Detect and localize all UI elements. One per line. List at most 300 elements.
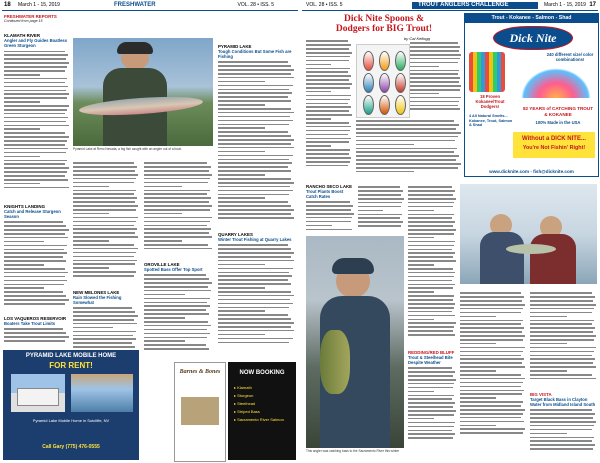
bones-ad-photo bbox=[181, 397, 219, 425]
text-line bbox=[306, 106, 351, 108]
text-line bbox=[218, 100, 291, 102]
text-line bbox=[73, 213, 109, 215]
quarry-heading: QUARRY LAKES bbox=[218, 232, 253, 237]
text-line bbox=[306, 205, 353, 207]
text-line bbox=[4, 136, 69, 138]
text-line bbox=[73, 307, 132, 309]
text-line bbox=[73, 331, 136, 333]
text-line bbox=[356, 132, 461, 134]
text-line bbox=[408, 391, 434, 393]
text-line bbox=[218, 147, 294, 149]
text-line bbox=[73, 170, 135, 172]
article-column-2 bbox=[410, 40, 462, 112]
text-line bbox=[218, 287, 265, 289]
oroville-subheading: Spotted Bass Offer Top Sport bbox=[144, 267, 203, 272]
text-line bbox=[408, 295, 454, 297]
text-line bbox=[144, 193, 207, 195]
text-line bbox=[306, 110, 349, 112]
text-line bbox=[306, 126, 351, 128]
text-line bbox=[410, 73, 458, 75]
text-line bbox=[218, 268, 293, 270]
text-line bbox=[460, 366, 525, 368]
text-line bbox=[4, 175, 65, 177]
bullet-icon: ▸ bbox=[234, 393, 238, 398]
text-line bbox=[408, 299, 453, 301]
text-line bbox=[408, 194, 453, 196]
text-line bbox=[460, 296, 524, 298]
text-line bbox=[408, 410, 456, 412]
text-line bbox=[218, 213, 291, 215]
text-line bbox=[218, 77, 294, 79]
text-line bbox=[144, 340, 185, 342]
text-line bbox=[73, 342, 132, 344]
text-line bbox=[410, 85, 461, 87]
left-column-4 bbox=[218, 44, 296, 221]
text-line bbox=[144, 217, 212, 219]
text-line bbox=[530, 429, 592, 431]
text-line bbox=[460, 382, 523, 384]
knights-subheading: Catch and Release Sturgeon Season bbox=[4, 209, 61, 219]
text-line bbox=[356, 148, 457, 150]
text-line bbox=[4, 90, 66, 92]
text-line bbox=[218, 143, 291, 145]
text-line bbox=[356, 136, 458, 138]
text-line bbox=[460, 374, 521, 376]
text-line bbox=[4, 93, 69, 95]
text-line bbox=[144, 244, 208, 246]
text-line bbox=[73, 186, 109, 188]
left-column-1c-body bbox=[4, 328, 70, 341]
text-line bbox=[410, 77, 460, 79]
text-line bbox=[4, 328, 63, 330]
text-line bbox=[408, 233, 454, 235]
text-line bbox=[530, 433, 567, 435]
text-line bbox=[358, 194, 401, 196]
left-column-1c bbox=[4, 316, 70, 344]
rancho-column-1 bbox=[306, 184, 354, 232]
spoon-lure bbox=[363, 95, 374, 115]
text-line bbox=[306, 134, 348, 136]
text-line bbox=[144, 190, 210, 192]
text-line bbox=[144, 290, 211, 292]
text-line bbox=[144, 166, 211, 168]
text-line bbox=[460, 393, 522, 395]
text-line bbox=[4, 268, 65, 270]
text-line bbox=[144, 236, 212, 238]
text-line bbox=[144, 174, 212, 176]
text-line bbox=[306, 221, 351, 223]
text-line bbox=[218, 252, 294, 254]
text-line bbox=[4, 260, 66, 262]
text-line bbox=[408, 383, 454, 385]
text-line bbox=[4, 54, 68, 56]
ad-website[interactable]: www.dicknite.com - fish@dicknite.com bbox=[489, 169, 574, 174]
text-line bbox=[4, 287, 44, 289]
text-line bbox=[4, 128, 40, 130]
text-line bbox=[530, 374, 592, 376]
text-line bbox=[218, 190, 293, 192]
text-line bbox=[530, 347, 596, 349]
text-line bbox=[218, 248, 291, 250]
text-line bbox=[530, 300, 593, 302]
text-line bbox=[408, 379, 456, 381]
text-line bbox=[460, 355, 521, 357]
text-line bbox=[358, 206, 401, 208]
bullet-icon: ▸ bbox=[234, 401, 238, 406]
text-line bbox=[144, 178, 210, 180]
text-line bbox=[460, 320, 523, 322]
pyramid-mobile-home-ad[interactable] bbox=[3, 350, 139, 460]
text-line bbox=[408, 315, 455, 317]
text-line bbox=[306, 114, 352, 116]
spoon-lure bbox=[395, 95, 406, 115]
text-line bbox=[460, 323, 521, 325]
text-line bbox=[356, 155, 459, 157]
text-line bbox=[218, 338, 293, 340]
text-line bbox=[218, 260, 294, 262]
text-line bbox=[408, 268, 453, 270]
text-line bbox=[144, 348, 209, 350]
dick-nite-ad[interactable] bbox=[464, 13, 599, 177]
big-vista-column bbox=[530, 392, 597, 452]
text-line bbox=[306, 225, 332, 227]
text-line bbox=[356, 128, 456, 130]
text-line bbox=[4, 229, 69, 231]
text-line bbox=[4, 221, 63, 223]
text-line bbox=[73, 205, 138, 207]
text-line bbox=[410, 42, 458, 44]
text-line bbox=[218, 310, 265, 312]
text-line bbox=[530, 355, 592, 357]
text-line bbox=[408, 221, 455, 223]
text-line bbox=[306, 60, 349, 62]
spoon-lure bbox=[379, 95, 390, 115]
text-line bbox=[460, 327, 524, 329]
text-line bbox=[358, 221, 403, 223]
text-line bbox=[218, 124, 289, 126]
spoons-dodgers-photo bbox=[356, 44, 410, 118]
text-line bbox=[306, 95, 351, 97]
oroville-heading: OROVILLE LAKE bbox=[144, 262, 180, 267]
text-line bbox=[73, 190, 136, 192]
ad-combinations: 240 different size/ color combinations! bbox=[546, 52, 594, 62]
text-line bbox=[306, 52, 352, 54]
text-line bbox=[410, 66, 439, 68]
text-line bbox=[306, 87, 350, 89]
text-line bbox=[306, 91, 331, 93]
left-column-1b bbox=[4, 204, 70, 307]
text-line bbox=[218, 69, 294, 71]
text-line bbox=[530, 320, 594, 322]
text-line bbox=[218, 135, 291, 137]
text-line bbox=[144, 321, 208, 323]
text-line bbox=[408, 249, 452, 251]
now-booking-ad[interactable] bbox=[228, 362, 296, 460]
text-line bbox=[218, 205, 291, 207]
text-line bbox=[144, 213, 182, 215]
text-line bbox=[530, 312, 592, 314]
klamath-subheading: Angler and Fly Guides Boatless Green Sturgeon bbox=[4, 38, 68, 49]
left-column-4b-body bbox=[218, 244, 296, 343]
text-line bbox=[144, 209, 210, 211]
text-line bbox=[306, 145, 331, 147]
text-line bbox=[460, 421, 524, 423]
left-column-4-body bbox=[218, 61, 296, 218]
dick-nite-logo bbox=[493, 26, 573, 50]
text-line bbox=[144, 309, 206, 311]
text-line bbox=[408, 260, 456, 262]
text-line bbox=[73, 232, 135, 234]
text-line bbox=[460, 351, 523, 353]
booking-item bbox=[234, 400, 292, 408]
text-line bbox=[73, 162, 134, 164]
text-line bbox=[356, 144, 414, 146]
text-line bbox=[73, 193, 134, 195]
text-line bbox=[408, 433, 455, 435]
text-line bbox=[4, 167, 69, 169]
text-line bbox=[144, 329, 207, 331]
text-line bbox=[358, 198, 404, 200]
text-line bbox=[218, 275, 292, 277]
text-line bbox=[410, 70, 459, 72]
text-line bbox=[218, 85, 293, 87]
text-line bbox=[408, 303, 455, 305]
text-line bbox=[408, 252, 455, 254]
text-line bbox=[306, 64, 331, 66]
text-line bbox=[460, 432, 523, 434]
text-line bbox=[408, 198, 456, 200]
pyramid-subheading: Tough Conditions But Some Fish are Fishing bbox=[218, 49, 292, 59]
text-line bbox=[530, 323, 592, 325]
text-line bbox=[73, 327, 113, 329]
text-line bbox=[73, 236, 138, 238]
text-line bbox=[218, 170, 291, 172]
booking-item-label: Striped Bass bbox=[237, 409, 260, 414]
text-line bbox=[4, 272, 68, 274]
text-line bbox=[73, 263, 135, 265]
text-line bbox=[358, 202, 402, 204]
text-line bbox=[306, 157, 351, 159]
text-line bbox=[530, 335, 596, 337]
left-column-1b-body bbox=[4, 221, 70, 304]
text-line bbox=[358, 225, 401, 227]
text-line bbox=[4, 105, 69, 107]
text-line bbox=[218, 96, 288, 98]
text-line bbox=[4, 160, 67, 162]
text-line bbox=[218, 182, 294, 184]
text-line bbox=[73, 221, 136, 223]
article-column-1 bbox=[306, 38, 352, 169]
text-line bbox=[530, 358, 595, 360]
text-line bbox=[460, 300, 522, 302]
text-line bbox=[410, 105, 458, 107]
los-vaqueros-subheading: Boaters Take Trout Limits bbox=[4, 321, 56, 326]
text-line bbox=[306, 56, 350, 58]
text-line bbox=[410, 93, 439, 95]
text-line bbox=[306, 213, 354, 215]
text-line bbox=[410, 89, 460, 91]
text-line bbox=[306, 217, 352, 219]
left-column-3b-body bbox=[144, 274, 213, 350]
spoon-lure bbox=[379, 51, 390, 71]
big-vista-heading: BIG VISTA bbox=[530, 392, 552, 397]
text-line bbox=[144, 186, 182, 188]
text-line bbox=[218, 307, 289, 309]
text-line bbox=[144, 232, 209, 234]
bones-ad-title: Barnes & Bones bbox=[179, 369, 221, 375]
text-line bbox=[408, 307, 454, 309]
redding-subheading: Trout & Steelhead Bite Despite Weather bbox=[408, 355, 453, 365]
text-line bbox=[218, 322, 294, 324]
text-line bbox=[218, 283, 291, 285]
text-line bbox=[144, 294, 185, 296]
right-column-4 bbox=[460, 290, 526, 436]
text-line bbox=[218, 81, 265, 83]
quarry-subheading: Winter Trout Fishing at Quarry Lakes bbox=[218, 237, 292, 242]
text-line bbox=[306, 99, 350, 101]
text-line bbox=[530, 370, 567, 372]
text-line bbox=[530, 437, 594, 439]
text-line bbox=[306, 83, 352, 85]
text-line bbox=[73, 275, 134, 277]
text-line bbox=[358, 186, 400, 188]
text-line bbox=[4, 303, 65, 305]
text-line bbox=[144, 201, 209, 203]
text-line bbox=[408, 264, 434, 266]
spoon-lure bbox=[379, 73, 390, 93]
text-line bbox=[218, 342, 289, 344]
article-lower-body bbox=[356, 120, 462, 172]
booking-item bbox=[234, 408, 292, 416]
text-line bbox=[218, 201, 288, 203]
text-line bbox=[410, 81, 459, 83]
text-line bbox=[530, 339, 594, 341]
text-line bbox=[144, 337, 207, 339]
text-line bbox=[306, 209, 351, 211]
ad-spoon-fan bbox=[521, 68, 591, 98]
redding-body bbox=[408, 367, 456, 439]
ad-tagline-1: Without a DICK NITE... bbox=[522, 136, 586, 142]
text-line bbox=[530, 425, 594, 427]
booking-item-label: Sturgeon bbox=[237, 393, 254, 398]
text-line bbox=[218, 334, 265, 336]
right-volume: VOL. 28 • ISS. 5 bbox=[306, 2, 343, 8]
text-line bbox=[460, 331, 522, 333]
text-line bbox=[218, 244, 288, 246]
text-line bbox=[408, 319, 434, 321]
text-line bbox=[530, 409, 592, 411]
text-line bbox=[460, 378, 525, 380]
right-folio: 17 bbox=[589, 2, 596, 8]
text-line bbox=[218, 209, 294, 211]
text-line bbox=[73, 240, 109, 242]
barnes-bones-ad[interactable] bbox=[174, 362, 226, 462]
article-col1-body bbox=[306, 40, 352, 166]
left-column-3b bbox=[144, 262, 213, 352]
text-line bbox=[218, 303, 293, 305]
text-line bbox=[530, 327, 595, 329]
klamath-body bbox=[4, 51, 70, 189]
text-line bbox=[144, 197, 211, 199]
text-line bbox=[4, 179, 68, 181]
text-line bbox=[408, 186, 452, 188]
text-line bbox=[410, 58, 460, 60]
text-line bbox=[408, 402, 455, 404]
text-line bbox=[356, 163, 461, 165]
text-line bbox=[460, 335, 525, 337]
text-line bbox=[410, 54, 461, 56]
text-line bbox=[306, 141, 349, 143]
text-line bbox=[4, 62, 69, 64]
right-page bbox=[300, 0, 600, 463]
text-line bbox=[408, 276, 454, 278]
lure-array bbox=[357, 45, 409, 117]
text-line bbox=[410, 101, 459, 103]
new-melones-subheading: Rain Slowed the Fishing Somewhat bbox=[73, 295, 122, 305]
text-line bbox=[460, 425, 496, 427]
spoon-lure bbox=[395, 73, 406, 93]
text-line bbox=[408, 225, 453, 227]
text-line bbox=[408, 387, 453, 389]
text-line bbox=[306, 103, 348, 105]
left-column-2b-body bbox=[73, 307, 139, 351]
text-line bbox=[218, 295, 294, 297]
text-line bbox=[356, 120, 454, 122]
booking-item-label: Sacramento River Salmon bbox=[237, 417, 284, 422]
angler-photo-caption: Pyramid Lake at Reno Nevada, a big fish caught with an angler out of a boat. bbox=[73, 147, 182, 151]
text-line bbox=[218, 112, 294, 114]
pyramid-ad-house-photo bbox=[11, 374, 65, 412]
text-line bbox=[408, 322, 456, 324]
text-line bbox=[4, 140, 67, 142]
left-column-4b bbox=[218, 232, 296, 345]
text-line bbox=[408, 395, 454, 397]
rancho-body bbox=[306, 201, 354, 230]
text-line bbox=[218, 104, 265, 106]
text-line bbox=[4, 264, 44, 266]
reports-heading: FRESHWATER REPORTS bbox=[4, 14, 57, 19]
left-column-1 bbox=[4, 14, 70, 191]
text-line bbox=[218, 61, 288, 63]
spoon-lure bbox=[395, 51, 406, 71]
text-line bbox=[4, 78, 67, 80]
pyramid-heading: PYRAMID LAKE bbox=[218, 44, 252, 49]
bullet-icon: ▸ bbox=[234, 417, 238, 422]
right-section-title: TROUT ANGLERS CHALLENGE bbox=[418, 2, 509, 8]
klamath-heading: KLAMATH RIVER bbox=[4, 33, 41, 39]
text-line bbox=[530, 296, 595, 298]
text-line bbox=[144, 221, 210, 223]
text-line bbox=[460, 312, 521, 314]
text-line bbox=[73, 244, 134, 246]
text-line bbox=[4, 284, 64, 286]
text-line bbox=[460, 316, 496, 318]
text-line bbox=[218, 159, 289, 161]
text-line bbox=[306, 40, 348, 42]
pyramid-ad-title: PYRAMID LAKE MOBILE HOME bbox=[25, 353, 117, 359]
text-line bbox=[408, 217, 452, 219]
ad-made-usa: 100% Made in the USA bbox=[535, 120, 581, 125]
text-line bbox=[73, 225, 134, 227]
text-line bbox=[144, 162, 207, 164]
big-vista-subheading: Target Black Bass in Clayton Water from Midland Island South bbox=[530, 397, 596, 407]
text-line bbox=[306, 153, 349, 155]
text-line bbox=[4, 276, 65, 278]
left-column-3 bbox=[144, 160, 213, 252]
text-line bbox=[460, 308, 523, 310]
booking-item bbox=[234, 392, 292, 400]
text-line bbox=[4, 183, 40, 185]
